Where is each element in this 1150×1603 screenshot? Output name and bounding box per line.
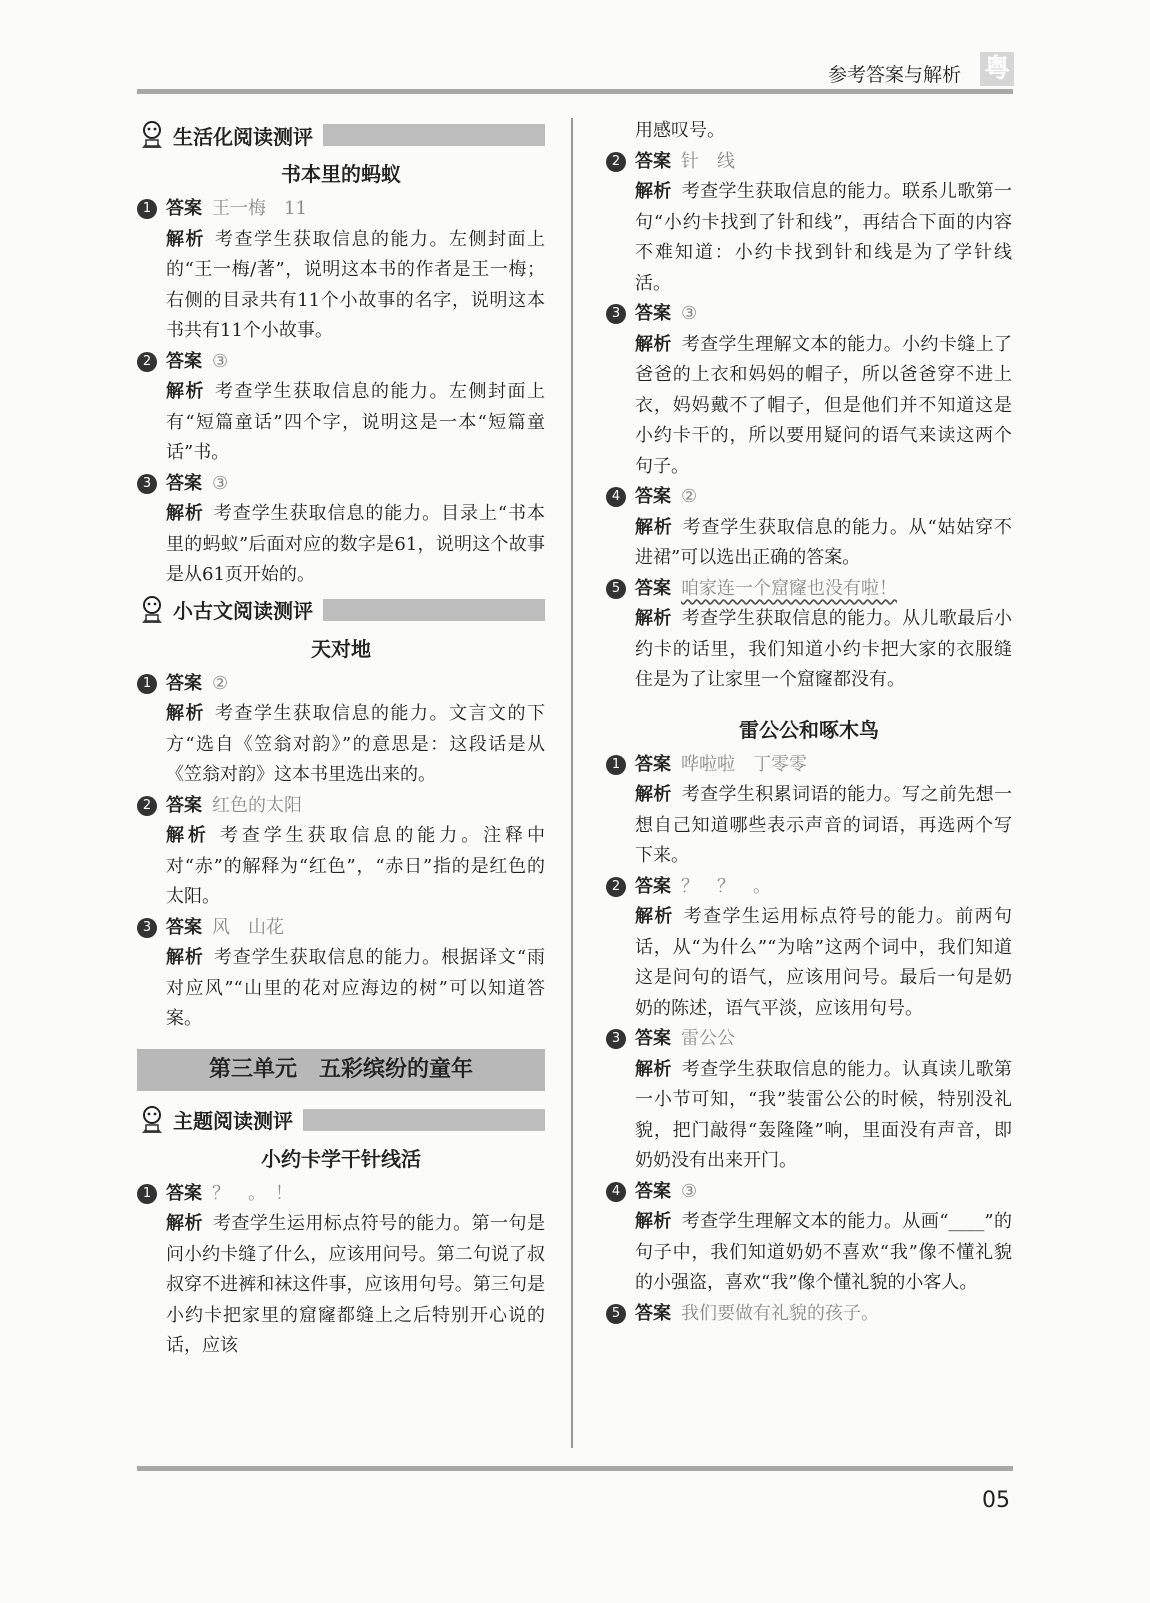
analysis-text (166, 225, 545, 347)
analysis-label: 解析 (635, 1211, 672, 1232)
answer-label: 答案 (635, 150, 671, 172)
answer-label: 答案 (635, 753, 671, 775)
analysis-text (166, 699, 545, 791)
answer-label: 答案 (166, 472, 202, 494)
reader-icon (137, 120, 167, 150)
analysis-label: 解析 (166, 703, 205, 724)
analysis-body: 考查学生获取信息的能力。联系儿歌第一句“小约卡找到了针和线”，再结合下面的内容不难知道：小约卡找到针和线是为了学针线活。 (635, 181, 1013, 294)
answer-value: ？ 。 ！ (212, 1182, 293, 1204)
answer-label: 答案 (166, 198, 202, 219)
answer-line (635, 299, 1012, 330)
answer-line (635, 574, 1012, 605)
answer-value: 咱家连一个窟窿也没有啦！ (681, 577, 897, 599)
unit-title: 第三单元 五彩缤纷的童年 (137, 1049, 545, 1091)
answer-line (635, 872, 1012, 903)
answer-line (635, 1299, 1012, 1330)
answer-label: 答案 (166, 672, 202, 694)
right-column (606, 116, 1012, 1329)
analysis-text (635, 513, 1012, 574)
page-number: 05 (982, 1488, 1010, 1513)
section-title: 主题阅读测评 (173, 1109, 293, 1133)
answer-value: ② (212, 672, 229, 694)
answer-line (635, 750, 1012, 781)
analysis-body: 考查学生获取信息的能力。左侧封面上有“短篇童话”四个字，说明这是一本“短篇童话”书。 (166, 381, 545, 463)
answer-label: 答案 (635, 1180, 671, 1202)
answer-label: 答案 (635, 486, 671, 507)
question-number: 5 (606, 579, 626, 599)
answer-value: ③ (212, 472, 229, 494)
analysis-body: 考查学生获取信息的能力。文言文的下方“选自《笠翁对韵》”的意思是：这段话是从《笠翁对韵》这本书里选出来的。 (166, 703, 545, 785)
analysis-label: 解析 (166, 825, 210, 846)
question-item (606, 147, 1012, 300)
analysis-text (166, 943, 545, 1035)
analysis-text (166, 499, 545, 591)
analysis-body: 考查学生积累词语的能力。写之前先想一想自己知道哪些表示声音的词语，再选两个写下来。 (635, 784, 1013, 866)
analysis-body: 考查学生获取信息的能力。从儿歌最后小约卡的话里，我们知道小约卡把大家的衣服缝住是为了让家里一个窟窿都没有。 (635, 608, 1013, 690)
analysis-label: 解析 (166, 947, 204, 968)
question-number: 1 (606, 755, 626, 775)
story-title: 雷公公和啄木鸟 (739, 717, 879, 742)
analysis-label: 解析 (635, 1058, 672, 1080)
question-item (606, 750, 1012, 872)
question-item (606, 574, 1012, 696)
analysis-text (166, 377, 545, 469)
answer-line (635, 1024, 1012, 1055)
answer-value: 哗啦啦 丁零零 (681, 753, 807, 775)
question-number: 3 (137, 474, 157, 494)
answer-value: 我们要做有礼貌的孩子。 (681, 1302, 879, 1324)
analysis-text (635, 330, 1012, 483)
analysis-text (635, 604, 1012, 696)
answer-label: 答案 (166, 794, 202, 816)
analysis-text (166, 821, 545, 913)
answer-label: 答案 (635, 303, 671, 324)
answer-label: 答案 (635, 577, 671, 599)
section-header (137, 1101, 545, 1139)
analysis-text (166, 1209, 545, 1362)
question-number: 4 (606, 487, 626, 507)
analysis-label: 解析 (635, 333, 672, 355)
analysis-body: 考查学生运用标点符号的能力。第一句是问小约卡缝了什么，应该用问号。第二句说了叔叔穿不进裤和袜这件事，应该用句号。第三句是小约卡把家里的窟窿都缝上之后特别开心说的话，应该 (166, 1213, 546, 1356)
footer-rule (137, 1466, 1013, 1471)
question-number: 5 (606, 1304, 626, 1324)
section-title: 小古文阅读测评 (173, 599, 313, 623)
answer-value: ③ (212, 350, 229, 372)
answer-value: 王一梅 11 (212, 198, 307, 219)
analysis-label: 解析 (635, 516, 673, 538)
reader-icon (137, 595, 167, 625)
section-bar (323, 124, 545, 146)
continued-text: 用感叹号。 (635, 120, 725, 141)
analysis-body: 考查学生理解文本的能力。从画“____”的句子中，我们知道奶奶不喜欢“我”像不懂礼貌的小强盗，喜欢“我”像个懂礼貌的小客人。 (635, 1211, 1013, 1293)
answer-line (635, 482, 1012, 513)
answer-value: 雷公公 (681, 1028, 735, 1049)
question-number: 1 (137, 674, 157, 694)
question-number: 1 (137, 199, 157, 219)
story-title: 小约卡学干针线活 (261, 1146, 421, 1171)
question-number: 3 (606, 1029, 626, 1049)
question-number: 2 (137, 796, 157, 816)
section-header (137, 116, 545, 154)
analysis-label: 解析 (166, 381, 205, 402)
answer-value: ② (681, 486, 698, 507)
analysis-text (635, 902, 1012, 1024)
question-item (606, 1024, 1012, 1177)
answer-value: 风 山花 (212, 916, 284, 938)
analysis-label: 解析 (635, 181, 672, 202)
question-item (137, 469, 545, 591)
answer-label: 答案 (166, 916, 202, 938)
question-number: 2 (137, 352, 157, 372)
header-label: 参考答案与解析 (828, 64, 962, 86)
answer-label: 答案 (166, 1182, 202, 1204)
section-bar (303, 1109, 545, 1131)
question-item (606, 299, 1012, 482)
section-title: 生活化阅读测评 (173, 124, 313, 149)
analysis-label: 解析 (635, 784, 672, 805)
answer-value: ？ ？ 。 (681, 875, 771, 897)
question-item (606, 1177, 1012, 1299)
question-number: 3 (137, 918, 157, 938)
answer-line (166, 791, 545, 822)
question-item (606, 872, 1012, 1025)
answer-value: ③ (681, 303, 698, 324)
answer-line (166, 1179, 545, 1210)
question-item (137, 669, 545, 791)
question-item (137, 347, 545, 469)
question-number: 3 (606, 304, 626, 324)
question-number: 2 (606, 152, 626, 172)
analysis-text (635, 1207, 1012, 1299)
section-bar (323, 599, 545, 621)
question-item (606, 482, 1012, 574)
analysis-body: 考查学生运用标点符号的能力。前两句话，从“为什么”“为啥”这两个词中，我们知道这是问句的语气，应该用问号。最后一句是奶奶的陈述，语气平淡，应该用句号。 (635, 906, 1013, 1019)
answer-line (166, 669, 545, 700)
question-number: 4 (606, 1182, 626, 1202)
left-column (137, 116, 545, 1362)
answer-label: 答案 (635, 1302, 671, 1324)
question-item (137, 194, 545, 347)
answer-label: 答案 (166, 350, 202, 372)
answer-label: 答案 (635, 1028, 671, 1049)
analysis-body: 考查学生获取信息的能力。从“姑姑穿不进裙”可以选出正确的答案。 (635, 516, 1013, 568)
analysis-label: 解析 (635, 906, 674, 927)
question-item (137, 791, 545, 913)
header-rule (137, 89, 1013, 94)
story-title: 书本里的蚂蚁 (281, 162, 401, 186)
answer-line (166, 194, 545, 225)
answer-line (166, 913, 545, 944)
question-item (137, 1179, 545, 1362)
question-item (606, 1299, 1012, 1330)
analysis-body: 考查学生获取信息的能力。认真读儿歌第一小节可知，“我”装雷公公的时候，特别没礼貌，把门敲得“轰隆隆”响，里面没有声音，即奶奶没有出来开门。 (635, 1058, 1013, 1171)
analysis-body: 考查学生获取信息的能力。根据译文“雨对应风”“山里的花对应海边的树”可以知道答案。 (166, 947, 545, 1029)
column-divider (571, 118, 573, 1448)
question-number: 2 (606, 877, 626, 897)
analysis-body: 考查学生获取信息的能力。目录上“书本里的蚂蚁”后面对应的数字是61，说明这个故事是从61页开始的。 (166, 503, 545, 585)
analysis-text (635, 177, 1012, 299)
question-item (137, 913, 545, 1035)
answer-label: 答案 (635, 875, 671, 897)
answer-value: 红色的太阳 (212, 794, 302, 816)
analysis-label: 解析 (166, 503, 204, 524)
section-header (137, 591, 545, 629)
analysis-label: 解析 (635, 608, 672, 629)
answer-line (635, 147, 1012, 178)
analysis-body: 考查学生获取信息的能力。注释中对“赤”的解释为“红色”，“赤日”指的是红色的太阳。 (166, 825, 545, 907)
analysis-body: 考查学生获取信息的能力。左侧封面上的“王一梅/著”，说明这本书的作者是王一梅；右侧的目录共有11个小故事的名字，说明这本书共有11个小故事。 (166, 228, 545, 341)
analysis-text (635, 780, 1012, 872)
analysis-text (635, 1055, 1012, 1177)
region-badge: 粤 (980, 52, 1014, 86)
answer-value: ③ (681, 1180, 698, 1202)
answer-value: 针 线 (681, 150, 735, 172)
reader-icon (137, 1105, 167, 1135)
analysis-label: 解析 (166, 1213, 203, 1234)
answer-line (166, 469, 545, 500)
answer-line (635, 1177, 1012, 1208)
story-title: 天对地 (311, 636, 371, 661)
answer-line (166, 347, 545, 378)
question-number: 1 (137, 1184, 157, 1204)
analysis-label: 解析 (166, 228, 205, 250)
analysis-body: 考查学生理解文本的能力。小约卡缝上了爸爸的上衣和妈妈的帽子，所以爸爸穿不进上衣，妈妈戴不了帽子，但是他们并不知道这是小约卡干的，所以要用疑问的语气来读这两个句子。 (635, 333, 1013, 477)
